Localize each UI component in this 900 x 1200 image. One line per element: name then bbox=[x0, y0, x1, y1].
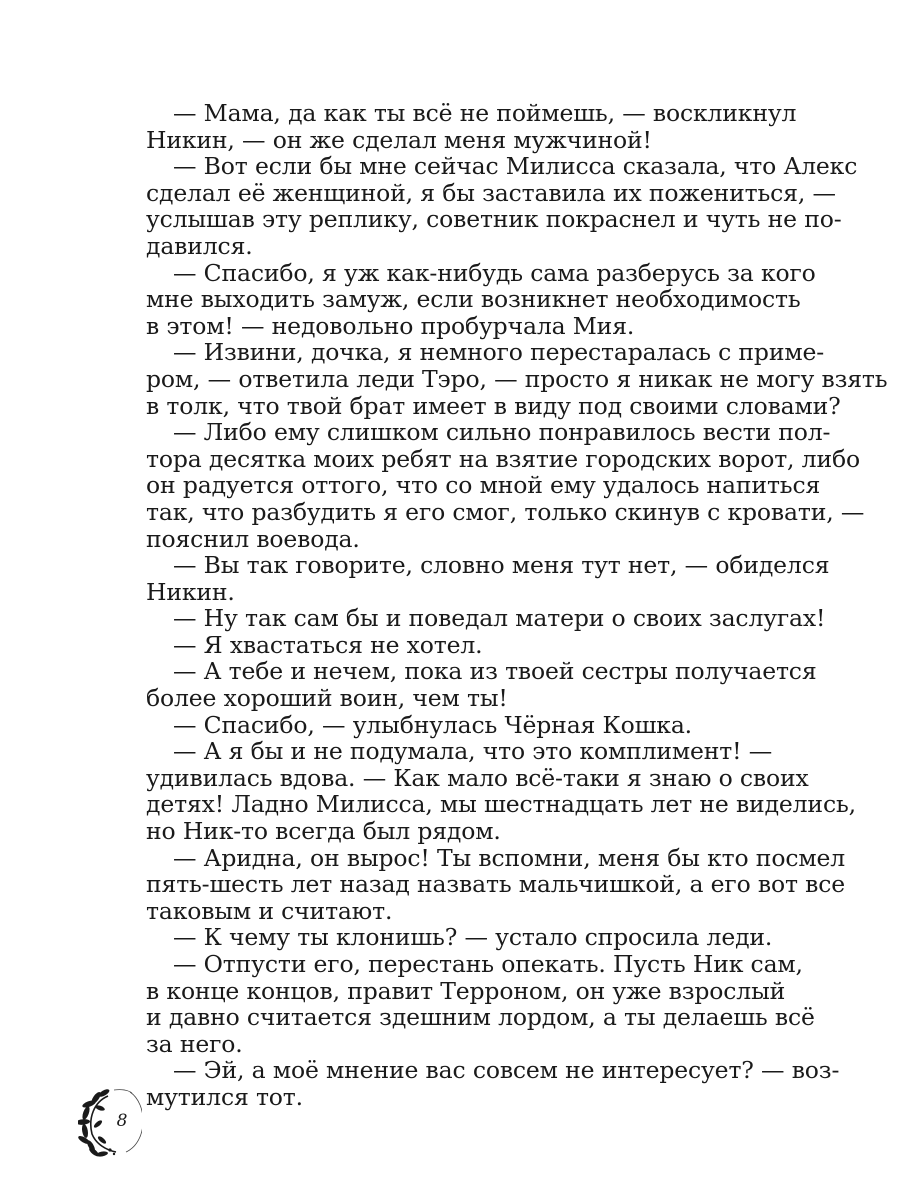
text-line: мутился тот. bbox=[146, 1082, 303, 1111]
text-line: пояснил воевода. bbox=[146, 524, 360, 553]
text-line: ром, — ответила леди Тэро, — просто я никак не могу взять bbox=[146, 364, 888, 393]
text-line: за него. bbox=[146, 1029, 243, 1058]
text-line: — А тебе и нечем, пока из твоей сестры получается bbox=[173, 657, 817, 686]
text-line: — Либо ему слишком сильно понравилось вести пол- bbox=[173, 418, 831, 447]
text-line: мне выходить замуж, если возникнет необходимость bbox=[146, 285, 801, 314]
text-line: — Вы так говорите, словно меня тут нет, — обиделся bbox=[173, 551, 830, 580]
text-line: — Аридна, он вырос! Ты вспомни, меня бы кто посмел bbox=[173, 843, 845, 872]
text-line: он радуется оттого, что со мной ему удалось напиться bbox=[146, 471, 821, 500]
text-line: таковым и считают. bbox=[146, 896, 393, 925]
text-line: — К чему ты клонишь? — устало спросила леди. bbox=[173, 923, 773, 952]
text-line: — Отпусти его, перестань опекать. Пусть Ник сам, bbox=[173, 950, 803, 978]
text-line: Никин. bbox=[146, 577, 235, 606]
text-line: тора десятка моих ребят на взятие городских ворот, либо bbox=[146, 444, 860, 473]
text-line: в толк, что твой брат имеет в виду под своими словами? bbox=[146, 391, 841, 420]
text-line: давился. bbox=[146, 231, 253, 260]
text-line: — Вот если бы мне сейчас Милисса сказала, что Алекс bbox=[173, 152, 858, 181]
text-line: — Ну так сам бы и поведал матери о своих заслугах! bbox=[173, 604, 826, 633]
text-line: более хороший воин, чем ты! bbox=[146, 684, 508, 713]
text-line: — Эй, а моё мнение вас совсем не интересует? — воз- bbox=[173, 1056, 840, 1085]
text-line: — Мама, да как ты всё не поймешь, — воскликнул bbox=[173, 99, 797, 127]
text-line: — Спасибо, — улыбнулась Чёрная Кошка. bbox=[173, 710, 693, 739]
text-line: детях! Ладно Милисса, мы шестнадцать лет не виделись, bbox=[146, 790, 856, 819]
text-line: — Я хвастаться не хотел. bbox=[173, 630, 483, 659]
text-line: Никин, — он же сделал меня мужчиной! bbox=[146, 125, 652, 154]
page-number: 8 bbox=[116, 1111, 128, 1131]
text-line: в конце концов, правит Терроном, он уже взрослый bbox=[146, 976, 786, 1005]
text-line: — Извини, дочка, я немного перестаралась с приме- bbox=[173, 338, 825, 367]
text-line: удивилась вдова. — Как мало всё-таки я знаю о своих bbox=[146, 763, 809, 792]
text-line: — А я бы и не подумала, что это комплимент! — bbox=[173, 737, 773, 766]
page-folio bbox=[78, 1084, 142, 1158]
text-line: но Ник-то всегда был рядом. bbox=[146, 817, 501, 846]
text-line: — Спасибо, я уж как-нибудь сама разберусь за кого bbox=[173, 258, 816, 287]
laurel-wreath-icon bbox=[78, 1084, 142, 1158]
text-line: пять-шесть лет назад назвать мальчишкой, а его вот все bbox=[146, 870, 846, 899]
text-line: так, что разбудить я его смог, только скинув с кровати, — bbox=[146, 497, 865, 526]
text-line: в этом! — недовольно пробурчала Мия. bbox=[146, 311, 635, 340]
text-line: и давно считается здешним лордом, а ты делаешь всё bbox=[146, 1003, 815, 1032]
text-line: сделал её женщиной, я бы заставила их пожениться, — bbox=[146, 178, 836, 207]
text-line: услышав эту реплику, советник покраснел и чуть не по- bbox=[146, 205, 842, 234]
body-text bbox=[146, 99, 888, 1111]
